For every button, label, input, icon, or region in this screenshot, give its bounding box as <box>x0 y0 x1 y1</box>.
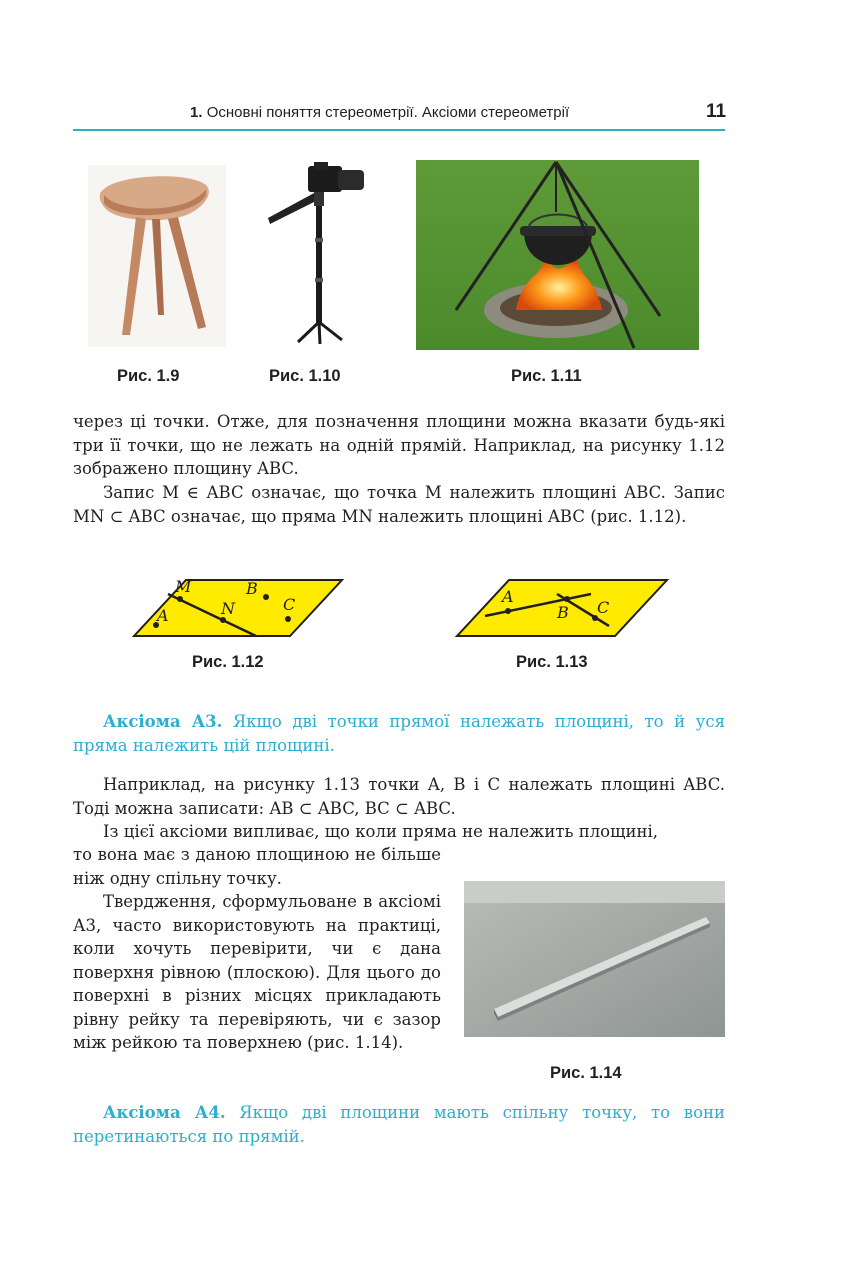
paragraph-4: Із цієї аксіоми випливає, що коли пряма не належить площині, <box>103 822 658 841</box>
caption-fig-1-9: Рис. 1.9 <box>117 367 180 385</box>
label-n: N <box>221 599 235 618</box>
running-header <box>190 104 569 121</box>
page-number: 11 <box>706 101 727 122</box>
label-b: B <box>557 603 569 622</box>
caption-fig-1-13: Рис. 1.13 <box>516 653 588 671</box>
section-number: 1. <box>190 104 203 121</box>
label-a: A <box>157 606 169 625</box>
label-m: M <box>175 577 192 596</box>
axiom-a3-label: Аксіома А3. <box>103 712 223 731</box>
plane-diagram-fig-1-12 <box>128 576 348 642</box>
paragraph-1: через ці точки. Отже, для позначення площини можна вказати будь-які три її точки, що не лежать на одній прямій. Наприклад, на рисунку 1.12 зображено площину ABC. <box>73 412 725 478</box>
caption-fig-1-10: Рис. 1.10 <box>269 367 341 385</box>
axiom-a3 <box>73 710 725 757</box>
paragraph-5: Твердження, сформульоване в аксіомі А3, часто використовують на практиці, коли хочуть перевірити, чи є дана поверхня рівною (плоскою). Для цього до поверхні в різних місцях прикладають рівну рейку та перевіряють, чи є зазор між рейкою та поверхнею (рис. 1.14). <box>73 892 441 1052</box>
paragraph-3: Наприклад, на рисунку 1.13 точки A, B і C належать площині ABC. Тоді можна записати: AB ⊂ ABC, BC ⊂ ABC. <box>73 775 725 818</box>
axiom-a4 <box>73 1101 725 1148</box>
header-rule <box>73 129 725 131</box>
paragraph-4-continued: то вона має з даною площиною не більше ніж одну спільну точку. <box>73 845 441 888</box>
camera-tripod-photo <box>258 158 368 346</box>
level-rail-photo <box>464 881 725 1037</box>
axiom-a3-text: Якщо дві точки прямої належать площині, то й уся пряма належить цій площині. <box>73 712 725 755</box>
campfire-cauldron-photo <box>416 160 699 350</box>
stool-photo <box>88 165 226 347</box>
paragraph-2: Запис M ∈ ABC означає, що точка M належить площині ABC. Запис MN ⊂ ABC означає, що пряма MN належить площині ABC (рис. 1.12). <box>73 483 725 526</box>
narrow-column <box>73 843 441 1078</box>
caption-fig-1-11: Рис. 1.11 <box>511 367 582 385</box>
plane-diagram-fig-1-13 <box>453 576 673 642</box>
section-title: Основні поняття стереометрії. Аксіоми стереометрії <box>206 104 570 121</box>
caption-fig-1-14: Рис. 1.14 <box>550 1064 622 1082</box>
label-c: C <box>283 595 296 614</box>
label-a: A <box>502 587 514 606</box>
axiom-a4-label: Аксіома А4. <box>103 1103 226 1122</box>
caption-fig-1-12: Рис. 1.12 <box>192 653 264 671</box>
axiom-a4-text: Якщо дві площини мають спільну точку, то вони перетинаються по прямій. <box>73 1103 725 1146</box>
label-b: B <box>246 579 258 598</box>
label-c: C <box>597 598 610 617</box>
